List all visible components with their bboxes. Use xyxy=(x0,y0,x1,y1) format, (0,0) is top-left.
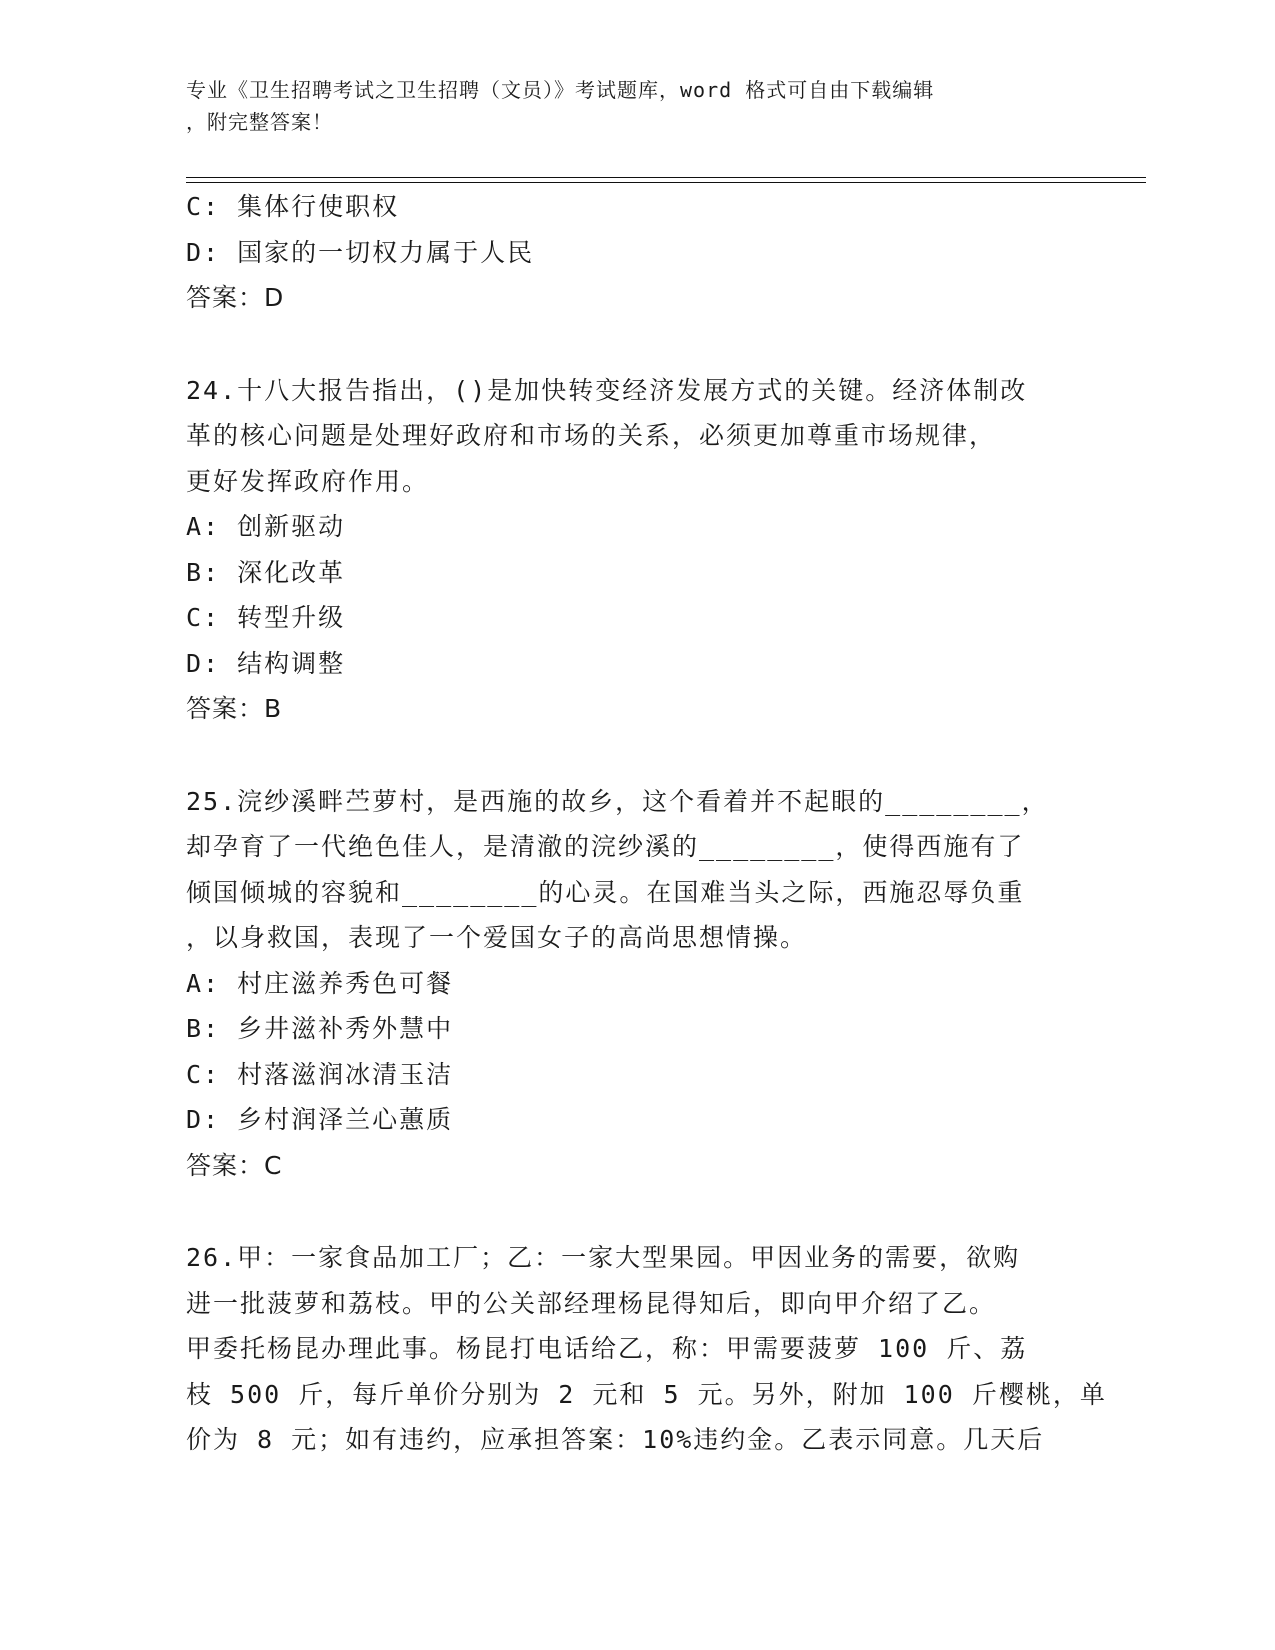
question-block xyxy=(186,184,1076,321)
option-d: D: 国家的一切权力属于人民 xyxy=(186,237,535,267)
option-c: C: 转型升级 xyxy=(186,603,346,632)
option-d: D: 结构调整 xyxy=(186,648,346,678)
question-text-line: 更好发挥政府作用。 xyxy=(186,466,430,496)
option-c: C: 集体行使职权 xyxy=(186,192,400,221)
answer-line: 答案：D xyxy=(186,283,285,312)
question-text-line: 价为 8 元；如有违约，应承担答案：10%违约金。乙表示同意。几天后 xyxy=(186,1425,1045,1454)
question-text-line: 24.十八大报告指出，()是加快转变经济发展方式的关键。经济体制改 xyxy=(186,375,1028,405)
option-a: A: 创新驱动 xyxy=(186,512,346,541)
answer-line: 答案：C xyxy=(186,1150,283,1180)
header-divider xyxy=(186,177,1146,178)
page-header xyxy=(186,74,1066,138)
option-b: B: 乡井滋补秀外慧中 xyxy=(186,1014,454,1043)
option-c: C: 村落滋润冰清玉洁 xyxy=(186,1059,454,1089)
answer-line: 答案：B xyxy=(186,694,283,723)
option-a: A: 村庄滋养秀色可餐 xyxy=(186,968,454,998)
question-text-line: 革的核心问题是处理好政府和市场的关系，必须更加尊重市场规律， xyxy=(186,421,997,450)
question-block xyxy=(186,368,1076,732)
question-text-line: ，以身救国，表现了一个爱国女子的高尚思想情操。 xyxy=(186,923,808,952)
option-b: B: 深化改革 xyxy=(186,557,346,587)
question-text-line: 甲委托杨昆办理此事。杨昆打电话给乙，称：甲需要菠萝 100 斤、荔 xyxy=(186,1334,1028,1363)
question-text-line: 倾国倾城的容貌和________的心灵。在国难当头之际，西施忍辱负重 xyxy=(186,877,1025,907)
question-text-line: 26.甲：一家食品加工厂；乙：一家大型果园。甲因业务的需要，欲购 xyxy=(186,1243,1021,1272)
question-text-line: 却孕育了一代绝色佳人，是清澈的浣纱溪的________，使得西施有了 xyxy=(186,832,1025,861)
question-text-line: 25.浣纱溪畔苎萝村，是西施的故乡，这个看着并不起眼的________， xyxy=(186,786,1049,816)
question-text-line: 枝 500 斤，每斤单价分别为 2 元和 5 元。另外，附加 100 斤樱桃，单 xyxy=(186,1379,1107,1409)
question-block xyxy=(186,1235,1107,1463)
question-block xyxy=(186,779,1076,1189)
header-line: 专业《卫生招聘考试之卫生招聘（文员）》考试题库，word 格式可自由下载编辑 xyxy=(186,78,935,102)
header-divider xyxy=(186,182,1146,183)
header-line: ，附完整答案！ xyxy=(186,110,333,134)
option-d: D: 乡村润泽兰心蕙质 xyxy=(186,1105,454,1134)
question-text-line: 进一批菠萝和荔枝。甲的公关部经理杨昆得知后，即向甲介绍了乙。 xyxy=(186,1288,997,1318)
document-body xyxy=(186,184,1107,1463)
